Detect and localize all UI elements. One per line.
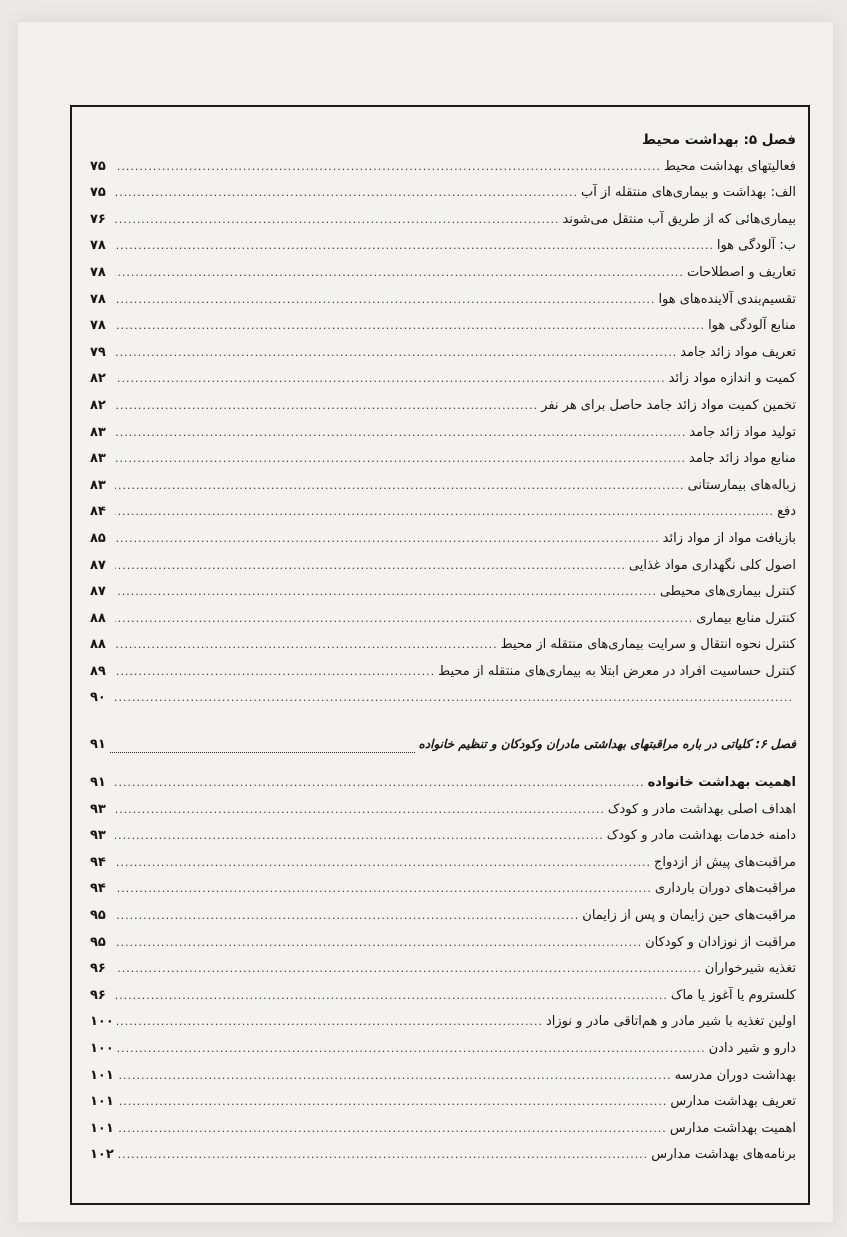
toc-title: فعالیتهای بهداشت محیط <box>664 158 796 174</box>
toc-page: ۸۴ <box>90 504 106 520</box>
toc-title: اولین تغذیه با شیر مادر و هم‌اتاقی مادر و نوزاد <box>545 1014 796 1030</box>
dot-leader <box>115 420 686 446</box>
dot-leader <box>115 473 685 499</box>
chapter-6-heading <box>90 728 796 760</box>
dot-leader <box>115 930 642 956</box>
toc-page: ۷۸ <box>90 291 106 307</box>
toc-page: ۸۲ <box>90 371 106 387</box>
toc-row <box>90 1116 796 1143</box>
dot-leader <box>115 659 435 685</box>
dot-leader <box>117 1089 668 1115</box>
toc-page: ۸۷ <box>90 584 106 600</box>
toc-page: ۷۸ <box>90 318 106 334</box>
toc-title: ب: آلودگی هوا <box>716 238 796 254</box>
toc-row <box>90 606 796 633</box>
toc-title: تعریف بهداشت مدارس <box>670 1094 796 1110</box>
toc-page: ۹۰ <box>90 690 106 706</box>
dot-leader <box>115 499 774 525</box>
toc-title: تولید مواد زائد جامد <box>689 424 796 440</box>
toc-frame <box>70 105 810 1205</box>
toc-page: ۹۳ <box>90 828 106 844</box>
toc-row <box>90 659 796 686</box>
toc-page: ۷۸ <box>90 264 106 280</box>
dot-leader <box>115 685 793 711</box>
toc-page: ۸۲ <box>90 397 106 413</box>
toc-page: ۹۶ <box>90 987 106 1003</box>
toc-page: ۱۰۱ <box>90 1067 114 1083</box>
toc-title: مراقبت از نوزادان و کودکان <box>645 934 796 950</box>
toc-row <box>90 446 796 473</box>
toc-page: ۱۰۱ <box>90 1120 114 1136</box>
toc-row <box>90 903 796 930</box>
toc-page: ۷۶ <box>90 211 106 227</box>
toc-page: ۹۵ <box>90 934 106 950</box>
toc-title: دامنه خدمات بهداشت مادر و کودک <box>606 828 796 844</box>
toc-title: برنامه‌های بهداشت مدارس <box>651 1147 796 1163</box>
toc-row <box>90 313 796 340</box>
dot-leader <box>115 393 538 419</box>
dot-leader <box>115 823 604 849</box>
toc-page: ۷۸ <box>90 238 106 254</box>
dot-leader <box>117 1142 648 1168</box>
toc-page: ۱۰۰ <box>90 1041 114 1056</box>
toc-page: ۹۳ <box>90 801 106 817</box>
toc-title: مراقبت‌های پیش از ازدواج <box>653 854 796 870</box>
toc-title: الف: بهداشت و بیماری‌های منتقله از آب <box>580 185 796 201</box>
dot-leader <box>115 207 560 233</box>
toc-title: بهداشت دوران مدرسه <box>674 1067 796 1083</box>
dot-leader <box>115 850 651 876</box>
toc-row <box>90 1142 796 1169</box>
toc-title: تقسیم‌بندی آلاینده‌های هوا <box>658 291 796 307</box>
dot-leader <box>110 752 415 753</box>
toc-row <box>90 930 796 957</box>
toc-title: زباله‌های بیمارستانی <box>687 477 796 493</box>
toc-page: ۹۵ <box>90 908 106 924</box>
toc-row <box>90 770 796 797</box>
toc-row <box>90 685 796 712</box>
toc-row <box>90 233 796 260</box>
dot-leader <box>115 797 605 823</box>
toc-row <box>90 983 796 1010</box>
toc-page: ۷۵ <box>90 158 106 174</box>
dot-leader <box>115 446 686 472</box>
toc-title: کنترل حساسیت افراد در معرض ابتلا به بیماری‌های منتقله از محیط <box>438 663 796 679</box>
toc-page: ۷۹ <box>90 344 106 360</box>
toc-row <box>90 340 796 367</box>
toc-page: ۹۶ <box>90 961 106 977</box>
dot-leader <box>115 340 677 366</box>
toc-row <box>90 797 796 824</box>
toc-row <box>90 473 796 500</box>
toc-row <box>90 1063 796 1090</box>
toc-page: ۱۰۱ <box>90 1094 114 1110</box>
toc-title: اهمیت بهداشت خانواده <box>647 775 796 791</box>
toc-title: فصل ۵: بهداشت محیط <box>642 132 796 148</box>
toc-page: ۷۵ <box>90 185 106 201</box>
dot-leader <box>115 876 652 902</box>
dot-leader <box>115 180 578 206</box>
toc-row <box>90 260 796 287</box>
toc-title: کنترل بیماری‌های محیطی <box>659 584 796 600</box>
toc-row <box>90 393 796 420</box>
toc-page: ۱۰۰ <box>90 1014 114 1030</box>
toc-row <box>90 127 796 154</box>
dot-leader <box>115 154 661 180</box>
toc-title: کمیت و اندازه مواد زائد <box>668 371 796 387</box>
dot-leader <box>115 260 684 286</box>
dot-leader <box>115 903 579 929</box>
toc-title: اصول کلی نگهداری مواد غذایی <box>628 557 796 573</box>
toc-row <box>90 180 796 207</box>
chapter-6-page: ۹۱ <box>90 736 106 752</box>
dot-leader <box>117 1009 543 1035</box>
dot-leader <box>115 313 705 339</box>
toc-row <box>90 1036 796 1063</box>
toc-title: کنترل منابع بیماری <box>696 610 796 626</box>
toc-row <box>90 1009 796 1036</box>
toc-title: مراقبت‌های حین زایمان و پس از زایمان <box>582 908 796 924</box>
toc-row <box>90 579 796 606</box>
table-of-contents <box>90 127 796 1169</box>
toc-title: بازیافت مواد از مواد زائد <box>662 530 796 546</box>
dot-leader <box>117 1036 706 1062</box>
toc-page: ۹۴ <box>90 881 106 897</box>
dot-leader <box>115 606 693 632</box>
dot-leader <box>117 1063 672 1089</box>
dot-leader <box>115 287 655 313</box>
toc-title: اهمیت بهداشت مدارس <box>669 1120 796 1136</box>
toc-title: منابع مواد زائد جامد <box>689 451 796 467</box>
toc-title: تعریف مواد زائد جامد <box>680 344 796 360</box>
dot-leader <box>115 366 666 392</box>
toc-page: ۸۳ <box>90 451 106 467</box>
toc-page: ۱۰۲ <box>90 1147 114 1163</box>
toc-row <box>90 499 796 526</box>
toc-title: کنترل نحوه انتقال و سرایت بیماری‌های منتقله از محیط <box>500 637 796 653</box>
toc-title: مراقبت‌های دوران بارداری <box>654 881 796 897</box>
toc-title: اهداف اصلی بهداشت مادر و کودک <box>607 801 796 817</box>
dot-leader <box>115 956 702 982</box>
dot-leader <box>117 1116 667 1142</box>
toc-row <box>90 632 796 659</box>
dot-leader <box>115 770 645 796</box>
dot-leader <box>115 553 626 579</box>
toc-row <box>90 154 796 181</box>
toc-row <box>90 366 796 393</box>
dot-leader <box>115 983 668 1009</box>
toc-page: ۸۸ <box>90 637 106 653</box>
dot-leader <box>115 632 498 658</box>
toc-row <box>90 420 796 447</box>
toc-page: ۸۸ <box>90 610 106 626</box>
toc-title: کلستروم یا آغوز یا ماک <box>670 987 796 1003</box>
toc-title: دفع <box>777 504 796 520</box>
toc-row <box>90 526 796 553</box>
toc-title: بیماری‌هائی که از طریق آب منتقل می‌شوند <box>562 211 796 227</box>
toc-row <box>90 1089 796 1116</box>
toc-row <box>90 553 796 580</box>
toc-row <box>90 876 796 903</box>
toc-title: تغذیه شیرخواران <box>704 961 796 977</box>
toc-row <box>90 207 796 234</box>
toc-page: ۹۴ <box>90 854 106 870</box>
toc-row <box>90 823 796 850</box>
toc-page: ۸۷ <box>90 557 106 573</box>
dot-leader <box>115 579 657 605</box>
toc-row <box>90 850 796 877</box>
toc-title: منابع آلودگی هوا <box>708 318 796 334</box>
toc-page: ۸۹ <box>90 663 106 679</box>
dot-leader <box>115 233 714 259</box>
toc-page: ۹۱ <box>90 775 106 791</box>
toc-title: دارو و شیر دادن <box>708 1041 796 1056</box>
toc-title: تعاریف و اصطلاحات <box>686 264 796 280</box>
toc-page: ۸۵ <box>90 530 106 546</box>
chapter-6-title: فصل ۶: کلیاتی در باره مراقبتهای بهداشتی مادران وکودکان و تنظیم خانواده <box>418 737 796 752</box>
toc-title: تخمین کمیت مواد زائد جامد حاصل برای هر نفر <box>541 397 796 413</box>
toc-row <box>90 287 796 314</box>
toc-row <box>90 956 796 983</box>
dot-leader <box>115 526 660 552</box>
toc-page: ۸۳ <box>90 424 106 440</box>
toc-page: ۸۳ <box>90 477 106 493</box>
